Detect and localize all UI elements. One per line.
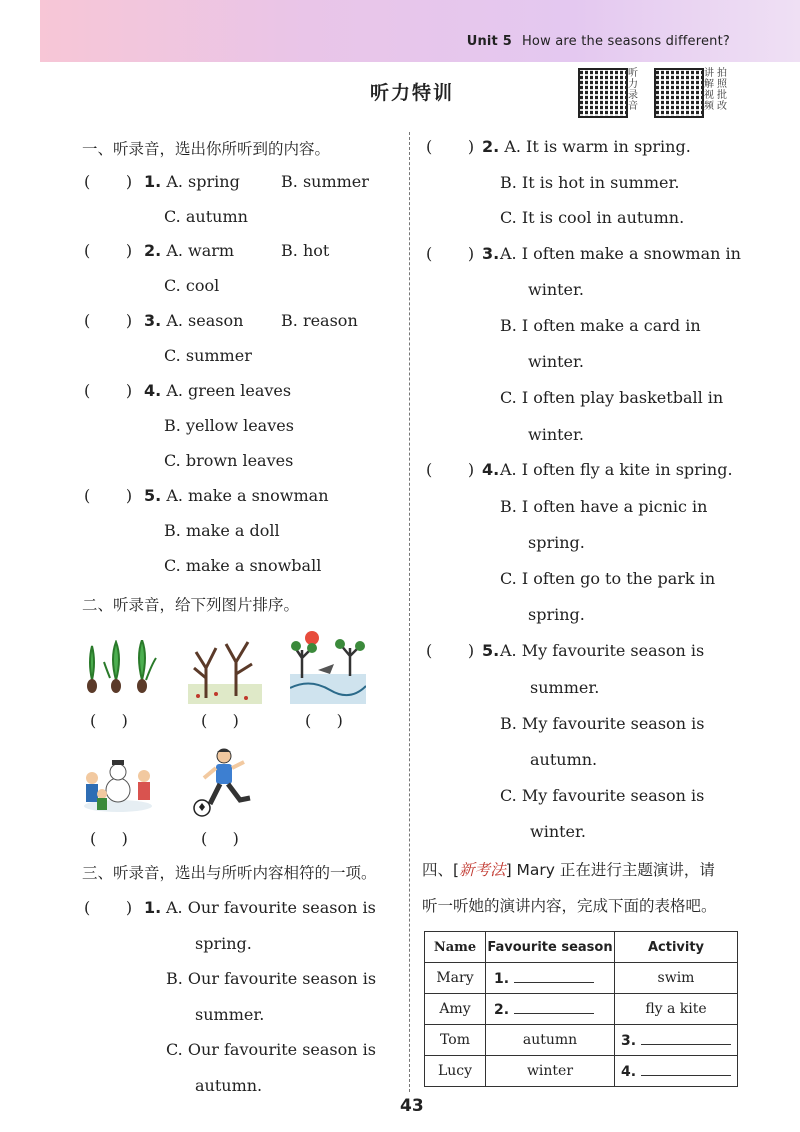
table-cell-blank[interactable]: 2. [486,994,615,1025]
s3-q5-b: B. My favourite season is [500,714,705,733]
answer-paren[interactable]: ( ) [84,172,133,191]
s1-q3: 3. A. season [144,311,244,330]
s3-q5-num: 5. [482,641,500,660]
s1-q3-c: C. summer [164,346,252,365]
s3-q3-a: A. I often make a snowman in [500,244,741,263]
table-cell: fly a kite [615,994,738,1025]
section2-heading: 二、听录音，给下列图片排序。 [82,596,300,614]
activity-table [424,931,738,1087]
table-cell-blank[interactable]: 3. [615,1025,738,1056]
s1-q4: 4. A. green leaves [144,381,292,400]
order-paren[interactable]: ( ) [90,711,128,730]
s3-q3-num: 3. [482,244,500,263]
table-cell: autumn [486,1025,615,1056]
table-cell: swim [615,963,738,994]
section4-heading-line2: 听一听她的演讲内容，完成下面的表格吧。 [422,897,717,915]
table-cell: Tom [425,1025,486,1056]
new-method-tag: 新考法 [459,861,506,879]
table-cell-blank[interactable]: 1. [486,963,615,994]
s3-q1-num: 1. [144,898,162,917]
s1-q5-c: C. make a snowball [164,556,322,575]
table-cell: Amy [425,994,486,1025]
table-header-row [425,932,738,963]
qr-label: 听力录音 [628,68,638,112]
s1-q1: 1. A. spring [144,172,240,191]
unit-title: How are the seasons different? [521,34,730,49]
answer-paren[interactable]: ( ) [84,381,133,400]
s1-q2-c: C. cool [164,276,220,295]
s1-q5: 5. A. make a snowman [144,486,329,505]
section3-heading: 三、听录音，选出与所听内容相符的一项。 [82,864,377,882]
answer-paren[interactable]: ( ) [426,460,475,479]
order-paren[interactable]: ( ) [201,711,239,730]
order-paren[interactable]: ( ) [305,711,343,730]
table-row [425,1025,738,1056]
answer-paren[interactable]: ( ) [426,137,475,156]
s1-q4-b: B. yellow leaves [164,416,294,435]
s3-q3-a2: winter. [528,280,584,299]
table-row [425,994,738,1025]
answer-paren[interactable]: ( ) [426,244,475,263]
s3-q3-b: B. I often make a card in [500,316,701,335]
order-paren[interactable]: ( ) [90,829,128,848]
s1-q3-b: B. reason [281,311,358,330]
answer-paren[interactable]: ( ) [84,311,133,330]
table-cell: winter [486,1056,615,1087]
qr-label: 拍照批改 [717,68,727,112]
order-paren[interactable]: ( ) [201,829,239,848]
s3-q5-a: A. My favourite season is [500,641,705,660]
s3-q1-c: C. Our favourite season is [166,1040,376,1059]
unit-label: Unit 5 [466,34,512,49]
s3-q4-b: B. I often have a picnic in [500,497,708,516]
table-row [425,963,738,994]
season-scene-picture [290,628,366,704]
section4-heading: 四、[新考法] Mary 正在进行主题演讲，请 [422,861,715,879]
s1-q5-b: B. make a doll [164,521,280,540]
answer-paren[interactable]: ( ) [426,641,475,660]
answer-paren[interactable]: ( ) [84,241,133,260]
s3-q2-b: B. It is hot in summer. [500,173,680,192]
unit-header [467,34,730,49]
section1-heading: 一、听录音，选出你所听到的内容。 [82,140,331,158]
s3-q5-a2: summer. [530,678,600,697]
qr-code-icon[interactable] [654,68,704,118]
spring-bulbs-picture [80,640,158,698]
s3-q1-b2: summer. [195,1005,265,1024]
s3-q3-b2: winter. [528,352,584,371]
s1-q2: 2. A. warm [144,241,235,260]
table-cell: Lucy [425,1056,486,1087]
qr-label: 讲解视频 [704,68,714,112]
table-cell: Mary [425,963,486,994]
boy-football-picture [192,748,258,818]
table-header: Name [425,932,486,963]
s3-q1-a2: spring. [195,934,252,953]
s3-q5-b2: autumn. [530,750,598,769]
s1-q1-b: B. summer [281,172,369,191]
s1-q4-c: C. brown leaves [164,451,294,470]
s3-q5-c: C. My favourite season is [500,786,705,805]
s3-q4-a: A. I often fly a kite in spring. [500,460,733,479]
s3-q1-c2: autumn. [195,1076,263,1095]
s3-q1-a: A. Our favourite season is [166,898,376,917]
s3-q5-c2: winter. [530,822,586,841]
s3-q3-c2: winter. [528,425,584,444]
s3-q4-num: 4. [482,460,500,479]
snowman-kids-picture [80,748,156,814]
answer-paren[interactable]: ( ) [84,898,133,917]
s3-q1-b: B. Our favourite season is [166,969,377,988]
answer-paren[interactable]: ( ) [84,486,133,505]
s3-q3-c: C. I often play basketball in [500,388,724,407]
s3-q4-b2: spring. [528,533,585,552]
table-header: Activity [615,932,738,963]
header-band [40,0,800,62]
s3-q2-a: 2. A. It is warm in spring. [482,137,691,156]
s1-q2-b: B. hot [281,241,330,260]
bare-trees-picture [188,638,262,704]
s3-q4-c2: spring. [528,605,585,624]
page-title: 听力特训 [370,82,455,104]
s1-q1-c: C. autumn [164,207,248,226]
page-number: 43 [400,1096,424,1116]
s3-q4-c: C. I often go to the park in [500,569,716,588]
column-divider [409,132,410,1092]
table-header: Favourite season [486,932,615,963]
s3-q2-c: C. It is cool in autumn. [500,208,685,227]
table-cell-blank[interactable]: 4. [615,1056,738,1087]
qr-code-icon[interactable] [578,68,628,118]
table-row [425,1056,738,1087]
